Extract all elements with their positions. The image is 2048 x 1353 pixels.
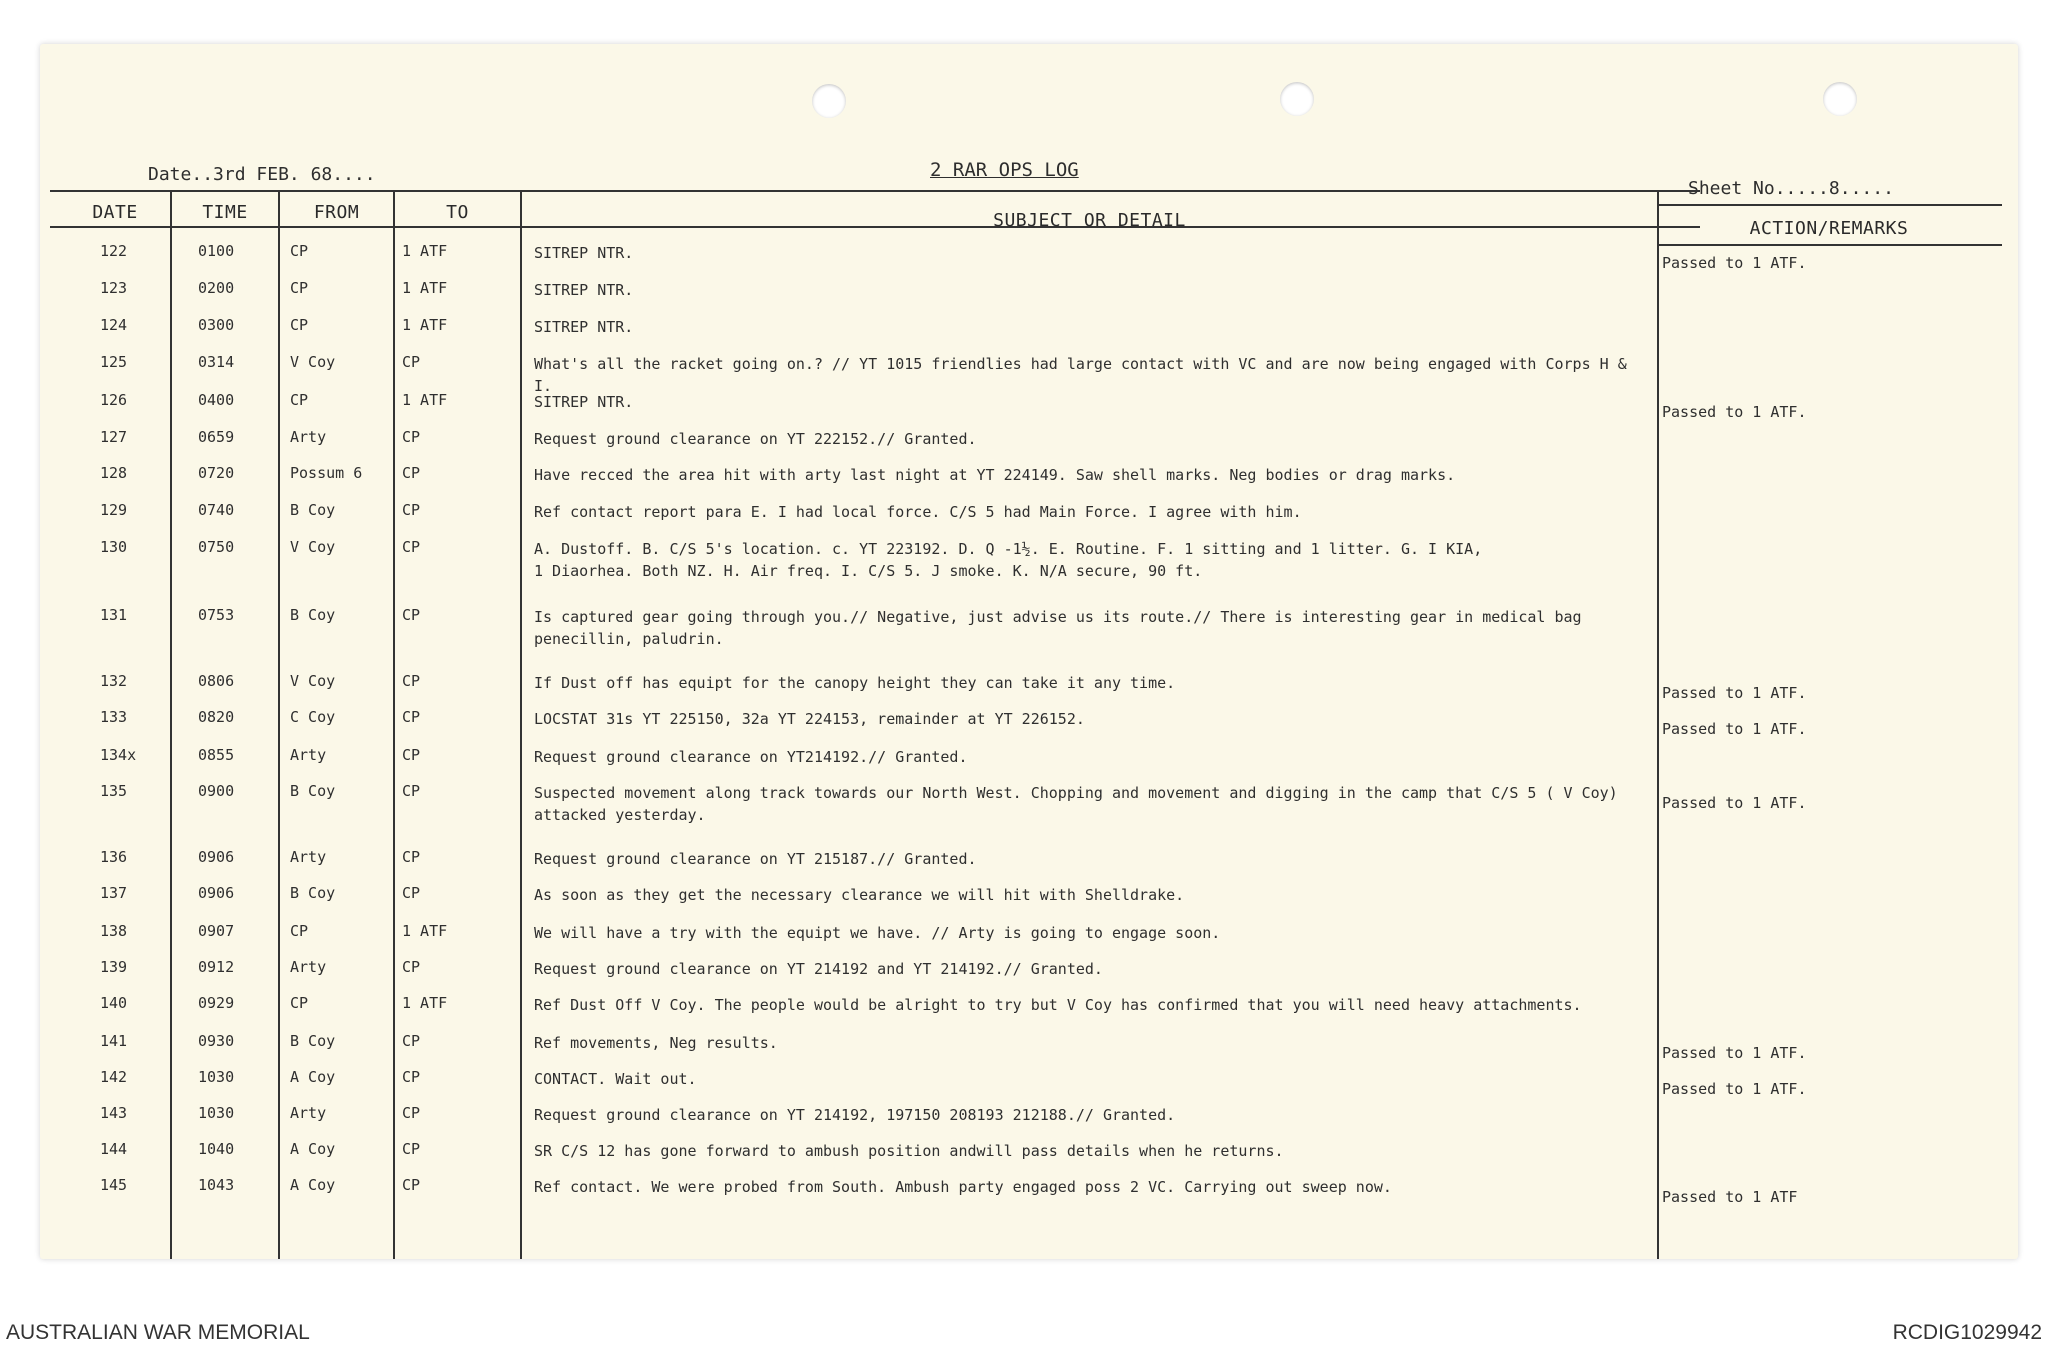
column-divider xyxy=(393,190,395,1259)
row-from: Arty xyxy=(290,848,327,866)
punch-hole xyxy=(1280,82,1314,116)
row-time: 0200 xyxy=(198,279,235,297)
row-time: 0300 xyxy=(198,316,235,334)
col-header-action: ACTION/REMARKS xyxy=(1749,218,1909,239)
row-time: 0806 xyxy=(198,672,235,690)
row-from: B Coy xyxy=(290,1032,336,1050)
row-from: CP xyxy=(290,922,309,940)
row-detail: As soon as they get the necessary clearance we will hit with Shelldrake. xyxy=(534,886,1185,904)
row-time: 0906 xyxy=(198,848,235,866)
row-detail: If Dust off has equipt for the canopy height they can take it any time. xyxy=(534,674,1176,692)
row-to: 1 ATF xyxy=(402,279,448,297)
row-time: 1040 xyxy=(198,1140,235,1158)
row-time: 1030 xyxy=(198,1068,235,1086)
row-detail: LOCSTAT 31s YT 225150, 32a YT 224153, remainder at YT 226152. xyxy=(534,710,1085,728)
row-date: 134x xyxy=(100,746,137,764)
col-header-time: TIME xyxy=(202,202,248,223)
row-detail: SITREP NTR. xyxy=(534,281,634,299)
sheet-number: Sheet No.....8..... xyxy=(1688,178,1894,199)
row-to: CP xyxy=(402,884,421,902)
row-from: CP xyxy=(290,994,309,1012)
row-date: 141 xyxy=(100,1032,128,1050)
row-date: 144 xyxy=(100,1140,128,1158)
row-date: 127 xyxy=(100,428,128,446)
row-date: 137 xyxy=(100,884,128,902)
row-detail: What's all the racket going on.? // YT 1015 friendlies had large contact with VC and are now being engaged with Corps H & I. xyxy=(534,355,1627,395)
row-detail: Request ground clearance on YT214192.// Granted. xyxy=(534,748,968,766)
row-detail: SITREP NTR. xyxy=(534,244,634,262)
row-from: B Coy xyxy=(290,782,336,800)
row-from: C Coy xyxy=(290,708,336,726)
row-date: 125 xyxy=(100,353,128,371)
row-to: CP xyxy=(402,708,421,726)
row-detail: We will have a try with the equipt we have. // Arty is going to engage soon. xyxy=(534,924,1221,942)
row-date: 122 xyxy=(100,242,128,260)
row-to: 1 ATF xyxy=(402,922,448,940)
row-detail: Ref movements, Neg results. xyxy=(534,1034,778,1052)
row-detail: SR C/S 12 has gone forward to ambush position andwill pass details when he returns. xyxy=(534,1142,1284,1160)
row-from: Arty xyxy=(290,958,327,976)
row-action: Passed to 1 ATF. xyxy=(1662,1044,1807,1062)
row-time: 0820 xyxy=(198,708,235,726)
row-action: Passed to 1 ATF. xyxy=(1662,403,1807,421)
row-date: 135 xyxy=(100,782,128,800)
row-to: CP xyxy=(402,848,421,866)
date-label: Date xyxy=(148,164,192,185)
row-to: CP xyxy=(402,606,421,624)
col-header-from: FROM xyxy=(313,202,360,223)
row-detail: Ref contact. We were probed from South. Ambush party engaged poss 2 VC. Carrying out sweep now. xyxy=(534,1178,1392,1196)
row-detail: Request ground clearance on YT 214192 and YT 214192.// Granted. xyxy=(534,960,1103,978)
row-action: Passed to 1 ATF. xyxy=(1662,684,1807,702)
col-header-date: DATE xyxy=(92,202,138,223)
col-header-to: TO xyxy=(446,202,469,223)
row-from: Possum 6 xyxy=(290,464,363,482)
page-title: 2 RAR OPS LOG xyxy=(930,159,1079,181)
row-time: 0900 xyxy=(198,782,235,800)
row-detail: Suspected movement along track towards our North West. Chopping and movement and digging in the camp that C/S 5 ( V Coy) attacked yesterday. xyxy=(534,784,1618,824)
column-divider xyxy=(1657,190,1659,1259)
row-from: V Coy xyxy=(290,353,336,371)
row-to: 1 ATF xyxy=(402,391,448,409)
row-to: CP xyxy=(402,958,421,976)
row-detail: Request ground clearance on YT 215187.// Granted. xyxy=(534,850,977,868)
punch-hole xyxy=(1823,82,1857,116)
row-date: 123 xyxy=(100,279,128,297)
row-to: CP xyxy=(402,1140,421,1158)
row-action: Passed to 1 ATF. xyxy=(1662,1080,1807,1098)
row-date: 126 xyxy=(100,391,128,409)
row-time: 1030 xyxy=(198,1104,235,1122)
row-date: 129 xyxy=(100,501,128,519)
row-from: B Coy xyxy=(290,884,336,902)
row-date: 143 xyxy=(100,1104,128,1122)
row-to: CP xyxy=(402,501,421,519)
row-detail: Have recced the area hit with arty last night at YT 224149. Saw shell marks. Neg bodies or drag marks. xyxy=(534,466,1456,484)
row-date: 130 xyxy=(100,538,128,556)
row-time: 0720 xyxy=(198,464,235,482)
row-from: Arty xyxy=(290,1104,327,1122)
row-to: 1 ATF xyxy=(402,242,448,260)
row-to: CP xyxy=(402,782,421,800)
row-time: 0659 xyxy=(198,428,235,446)
row-from: A Coy xyxy=(290,1176,336,1194)
footer-left: AUSTRALIAN WAR MEMORIAL xyxy=(6,1321,310,1344)
row-date: 140 xyxy=(100,994,128,1012)
row-date: 132 xyxy=(100,672,128,690)
sheet-value: 8 xyxy=(1828,178,1840,199)
row-date: 145 xyxy=(100,1176,128,1194)
row-detail: Request ground clearance on YT 222152.// Granted. xyxy=(534,430,977,448)
row-to: CP xyxy=(402,746,421,764)
row-to: CP xyxy=(402,428,421,446)
table-top-rule xyxy=(50,190,1700,192)
row-time: 0740 xyxy=(198,501,235,519)
row-from: CP xyxy=(290,242,309,260)
row-to: 1 ATF xyxy=(402,994,448,1012)
row-from: CP xyxy=(290,279,309,297)
row-time: 0100 xyxy=(198,242,235,260)
row-from: V Coy xyxy=(290,538,336,556)
row-to: CP xyxy=(402,1032,421,1050)
row-action: Passed to 1 ATF. xyxy=(1662,720,1807,738)
row-time: 0907 xyxy=(198,922,235,940)
action-header-bottom-rule xyxy=(1657,244,2002,246)
row-to: CP xyxy=(402,538,421,556)
row-time: 0855 xyxy=(198,746,235,764)
punch-hole xyxy=(812,84,846,118)
log-sheet xyxy=(40,44,2018,1259)
row-date: 131 xyxy=(100,606,128,624)
row-date: 124 xyxy=(100,316,128,334)
row-to: CP xyxy=(402,672,421,690)
row-to: CP xyxy=(402,464,421,482)
row-date: 142 xyxy=(100,1068,128,1086)
row-time: 0912 xyxy=(198,958,235,976)
row-detail: SITREP NTR. xyxy=(534,318,634,336)
row-to: 1 ATF xyxy=(402,316,448,334)
row-action: Passed to 1 ATF. xyxy=(1662,794,1807,812)
row-from: CP xyxy=(290,391,309,409)
footer-right: RCDIG1029942 xyxy=(1892,1321,2042,1344)
row-date: 138 xyxy=(100,922,128,940)
row-from: A Coy xyxy=(290,1068,336,1086)
row-action: Passed to 1 ATF xyxy=(1662,1188,1798,1206)
row-date: 139 xyxy=(100,958,128,976)
row-from: Arty xyxy=(290,746,327,764)
row-detail: Request ground clearance on YT 214192, 197150 208193 212188.// Granted. xyxy=(534,1106,1176,1124)
row-time: 0930 xyxy=(198,1032,235,1050)
row-from: B Coy xyxy=(290,501,336,519)
row-date: 133 xyxy=(100,708,128,726)
row-from: CP xyxy=(290,316,309,334)
row-detail: CONTACT. Wait out. xyxy=(534,1070,697,1088)
row-to: CP xyxy=(402,1068,421,1086)
column-divider xyxy=(278,190,280,1259)
row-from: V Coy xyxy=(290,672,336,690)
date-value: 3rd FEB. 68. xyxy=(213,164,344,185)
row-time: 0750 xyxy=(198,538,235,556)
row-detail: Ref contact report para E. I had local force. C/S 5 had Main Force. I agree with him. xyxy=(534,503,1302,521)
row-time: 0753 xyxy=(198,606,235,624)
action-header-top-rule xyxy=(1657,204,2002,206)
row-to: CP xyxy=(402,353,421,371)
column-divider xyxy=(520,190,522,1259)
col-header-subject: SUBJECT OR DETAIL xyxy=(993,210,1186,231)
row-detail: Ref Dust Off V Coy. The people would be alright to try but V Coy has confirmed that you will need heavy attachments. xyxy=(534,996,1582,1014)
sheet-label: Sheet No xyxy=(1688,178,1775,199)
row-date: 136 xyxy=(100,848,128,866)
row-detail: A. Dustoff. B. C/S 5's location. c. YT 223192. D. Q -1½. E. Routine. F. 1 sitting and 1 litter. G. I KIA, 1 Diaorhea. Both NZ. H. Air freq. I. C/S 5. J smoke. K. N/A secure, 90 ft. xyxy=(534,540,1483,580)
row-action: Passed to 1 ATF. xyxy=(1662,254,1807,272)
row-to: CP xyxy=(402,1176,421,1194)
row-from: Arty xyxy=(290,428,327,446)
column-divider xyxy=(170,190,172,1259)
row-detail: Is captured gear going through you.// Negative, just advise us its route.// There is interesting gear in medical bag penecillin, paludrin. xyxy=(534,608,1582,648)
row-date: 128 xyxy=(100,464,128,482)
row-time: 0906 xyxy=(198,884,235,902)
row-time: 1043 xyxy=(198,1176,235,1194)
row-from: B Coy xyxy=(290,606,336,624)
row-time: 0400 xyxy=(198,391,235,409)
row-to: CP xyxy=(402,1104,421,1122)
date-header: Date..3rd FEB. 68.... xyxy=(148,164,376,185)
row-time: 0314 xyxy=(198,353,235,371)
row-from: A Coy xyxy=(290,1140,336,1158)
row-detail: SITREP NTR. xyxy=(534,393,634,411)
row-time: 0929 xyxy=(198,994,235,1012)
